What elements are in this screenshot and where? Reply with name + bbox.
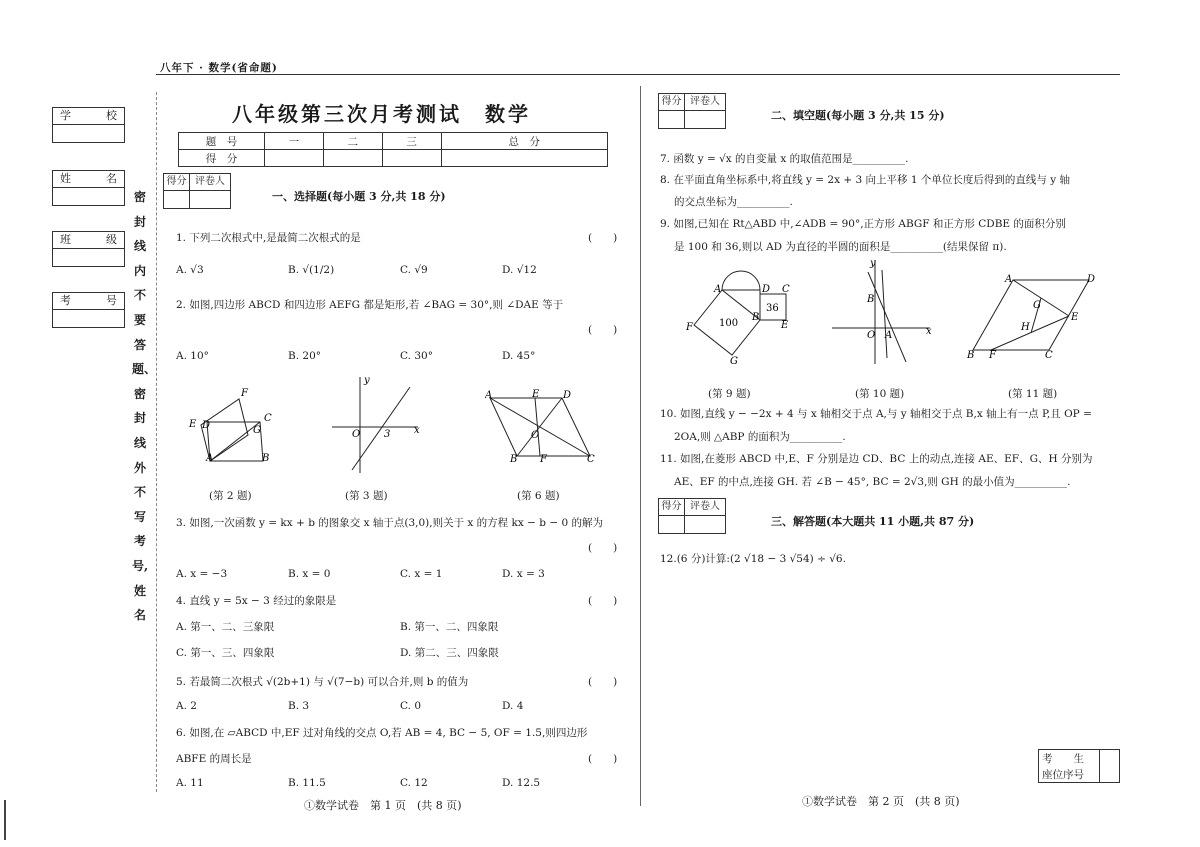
svg-text:y: y: [870, 258, 876, 269]
exam-number-field[interactable]: [52, 292, 125, 328]
q8-text-line2: 的交点坐标为__________.: [674, 196, 793, 208]
q11-text-line2: AE、EF 的中点,连接 GH. 若 ∠B − 45°, BC = 2√3,则 GH 的最小值为__________.: [674, 476, 1071, 488]
svg-text:100: 100: [719, 318, 739, 329]
name-field[interactable]: [52, 170, 125, 206]
score-head-label: 题 号: [179, 133, 265, 150]
svg-text:F: F: [241, 388, 248, 399]
q2-option-d[interactable]: D. 45°: [502, 350, 536, 362]
svg-text:B: B: [867, 294, 875, 305]
q3-option-c[interactable]: C. x = 1: [400, 568, 443, 580]
header-rule: [156, 74, 1120, 75]
q3-option-a[interactable]: A. x = −3: [176, 568, 228, 580]
svg-text:C: C: [587, 454, 595, 464]
grader-box-3[interactable]: [658, 498, 726, 534]
q6-option-b[interactable]: B. 11.5: [288, 777, 326, 789]
caption-q10: (第 10 题): [855, 388, 905, 400]
q7-text: 7. 函数 y = √x 的自变量 x 的取值范围是__________.: [660, 153, 909, 165]
name-label-1: 姓: [60, 172, 71, 185]
q5-text: 5. 若最简二次根式 √(2b+1) 与 √(7−b) 可以合并,则 b 的值为: [176, 676, 469, 688]
svg-text:G: G: [253, 425, 261, 436]
grader2-score-label: 得分: [659, 94, 685, 110]
class-label-1: 班: [60, 233, 71, 246]
svg-text:y: y: [364, 375, 370, 386]
score-head-total: 总 分: [441, 133, 607, 150]
svg-text:A: A: [206, 453, 214, 464]
seat-number-cell[interactable]: [1099, 750, 1120, 782]
edge-mark: [4, 800, 6, 840]
svg-text:A: A: [714, 284, 722, 295]
q5-option-a[interactable]: A. 2: [176, 700, 197, 712]
grader-name-label: 评卷人: [195, 176, 225, 187]
exam-title: 八年级第三次月考测试 数学: [232, 102, 531, 126]
grader2-name-label: 评卷人: [690, 96, 720, 107]
svg-text:B: B: [510, 454, 518, 464]
q2-text: 2. 如图,四边形 ABCD 和四边形 AEFG 都是矩形,若 ∠BAG = 30°,则 ∠DAE 等于: [176, 299, 564, 311]
svg-text:G: G: [1033, 300, 1041, 311]
q10-text: 10. 如图,直线 y − −2x + 4 与 x 轴相交于点 A,与 y 轴相交于点 B,x 轴上有一点 P,且 OP =: [660, 408, 1092, 420]
q1-option-a[interactable]: A. √3: [176, 264, 204, 276]
q5-option-c[interactable]: C. 0: [400, 700, 422, 712]
svg-text:E: E: [1071, 312, 1079, 323]
q6-option-c[interactable]: C. 12: [400, 777, 428, 789]
q8-text: 8. 在平面直角坐标系中,将直线 y = 2x + 3 向上平移 1 个单位长度后得到的直线与 y 轴: [660, 174, 1070, 186]
q5-answer-paren[interactable]: ( ): [588, 676, 618, 688]
footer-page-1: ①数学试卷 第 1 页 (共 8 页): [304, 799, 462, 812]
class-label-2: 级: [106, 233, 117, 246]
svg-text:D: D: [563, 390, 572, 401]
examno-label-1: 考: [60, 294, 71, 307]
score-head-1: 一: [265, 133, 324, 150]
examno-label-2: 号: [106, 294, 117, 307]
q10-text-line2: 2OA,则 △ABP 的面积为__________.: [674, 431, 846, 443]
seat-number-box[interactable]: [1038, 749, 1120, 783]
score-head-2: 二: [323, 133, 382, 150]
q1-option-b[interactable]: B. √(1/2): [288, 264, 335, 276]
q4-option-c[interactable]: C. 第一、三、四象限: [176, 647, 275, 659]
svg-text:D: D: [202, 420, 211, 431]
svg-text:F: F: [540, 454, 547, 464]
caption-q3: (第 3 题): [345, 490, 388, 502]
header-text: 八年下 · 数学(省命题): [160, 62, 278, 74]
q9-text: 9. 如图,已知在 Rt△ABD 中,∠ADB = 90°,正方形 ABGF 和正方形 CDBE 的面积分别: [660, 218, 1066, 230]
q5-option-d[interactable]: D. 4: [502, 700, 524, 712]
svg-text:C: C: [1045, 350, 1053, 361]
grader3-score-label: 得分: [659, 499, 685, 515]
grader3-name-label: 评卷人: [690, 501, 720, 512]
svg-text:O: O: [352, 429, 361, 440]
q3-answer-paren[interactable]: ( ): [588, 542, 618, 554]
figure-q6: [485, 388, 595, 464]
score-head-3: 三: [382, 133, 441, 150]
q2-answer-paren[interactable]: ( ): [588, 324, 618, 336]
page-divider: [640, 86, 641, 806]
figure-q11: [965, 272, 1095, 362]
q2-option-c[interactable]: C. 30°: [400, 350, 433, 362]
svg-text:E: E: [781, 320, 789, 331]
score-cell-3[interactable]: [382, 150, 441, 167]
q12-text: 12.(6 分)计算:(2 √18 − 3 √54) ÷ √6.: [660, 553, 846, 565]
q2-option-a[interactable]: A. 10°: [176, 350, 209, 362]
q9-text-line2: 是 100 和 36,则以 AD 为直径的半圆的面积是__________(结果保留 π).: [674, 241, 1007, 253]
svg-text:3: 3: [384, 429, 391, 440]
grader-box-2[interactable]: [658, 93, 726, 129]
q6-option-d[interactable]: D. 12.5: [502, 777, 541, 789]
svg-text:B: B: [262, 453, 270, 464]
footer-page-2: ①数学试卷 第 2 页 (共 8 页): [802, 795, 960, 808]
q4-option-d[interactable]: D. 第二、三、四象限: [400, 647, 499, 659]
q5-option-b[interactable]: B. 3: [288, 700, 310, 712]
svg-text:B: B: [967, 350, 975, 361]
q4-option-b[interactable]: B. 第一、二、四象限: [400, 621, 499, 633]
q3-option-b[interactable]: B. x = 0: [288, 568, 331, 580]
svg-text:x: x: [414, 425, 420, 436]
svg-text:H: H: [1021, 322, 1030, 333]
school-field[interactable]: [52, 107, 125, 143]
svg-text:D: D: [1087, 274, 1095, 285]
svg-text:D: D: [762, 284, 771, 295]
svg-text:F: F: [989, 350, 996, 361]
section2-heading: 二、填空题(每小题 3 分,共 15 分): [771, 109, 945, 122]
q6-answer-paren[interactable]: ( ): [588, 753, 618, 765]
q1-option-c[interactable]: C. √9: [400, 264, 428, 276]
school-label-1: 学: [60, 109, 71, 122]
binding-line: [156, 92, 157, 792]
q4-option-a[interactable]: A. 第一、二、三象限: [176, 621, 275, 633]
grader-score-label: 得分: [164, 174, 190, 190]
caption-q6: (第 6 题): [517, 490, 560, 502]
class-field[interactable]: [52, 231, 125, 267]
school-label-2: 校: [106, 109, 117, 122]
seal-line-text: 密封线内不要答题、密封线外不写考号,姓名: [132, 190, 157, 623]
svg-text:O: O: [531, 430, 540, 441]
score-cell-2[interactable]: [323, 150, 382, 167]
svg-text:C: C: [782, 284, 790, 295]
section3-heading: 三、解答题(本大题共 11 小题,共 87 分): [771, 515, 975, 528]
q4-text: 4. 直线 y = 5x − 3 经过的象限是: [176, 595, 337, 607]
svg-text:O: O: [867, 330, 876, 341]
name-label-2: 名: [106, 172, 117, 185]
q4-answer-paren[interactable]: ( ): [588, 595, 618, 607]
svg-text:F: F: [686, 322, 693, 333]
caption-q9: (第 9 题): [708, 388, 751, 400]
svg-text:A: A: [885, 330, 893, 341]
section1-heading: 一、选择题(每小题 3 分,共 18 分): [272, 190, 446, 203]
q6-option-a[interactable]: A. 11: [176, 777, 204, 789]
svg-text:36: 36: [766, 303, 779, 314]
svg-text:E: E: [532, 389, 540, 400]
q3-text: 3. 如图,一次函数 y = kx + b 的图象交 x 轴于点(3,0),则关于 x 的方程 kx − b − 0 的解为: [176, 517, 603, 529]
caption-q2: (第 2 题): [209, 490, 252, 502]
score-cell-total[interactable]: [441, 150, 607, 167]
score-cell-1[interactable]: [265, 150, 324, 167]
q1-text: 1. 下列二次根式中,是最简二次根式的是: [176, 232, 361, 244]
svg-text:A: A: [485, 390, 493, 401]
score-row-label: 得 分: [179, 150, 265, 167]
q2-option-b[interactable]: B. 20°: [288, 350, 322, 362]
svg-text:x: x: [926, 326, 932, 337]
q11-text: 11. 如图,在菱形 ABCD 中,E、F 分别是边 CD、BC 上的动点,连接 AE、EF、G、H 分别为: [660, 453, 1093, 465]
grader-box-1[interactable]: [163, 173, 231, 209]
q1-answer-paren[interactable]: ( ): [588, 232, 618, 244]
q6-text: 6. 如图,在 ▱ABCD 中,EF 过对角线的交点 O,若 AB = 4, BC − 5, OF = 1.5,则四边形: [176, 727, 588, 739]
figure-q9: [686, 270, 796, 365]
svg-text:G: G: [730, 356, 738, 365]
seat-label-1: 考 生: [1042, 753, 1084, 765]
q3-option-d[interactable]: D. x = 3: [502, 568, 545, 580]
figure-q10: [830, 258, 932, 366]
svg-text:E: E: [189, 419, 197, 430]
figure-q3: [330, 375, 420, 475]
seat-label-2: 座位序号: [1042, 769, 1084, 781]
caption-q11: (第 11 题): [1008, 388, 1058, 400]
score-table: [178, 132, 608, 167]
svg-text:C: C: [264, 413, 272, 424]
q6-text-line2: ABFE 的周长是: [176, 753, 252, 765]
svg-text:A: A: [1005, 274, 1013, 285]
svg-text:B: B: [752, 312, 760, 323]
q1-option-d[interactable]: D. √12: [502, 264, 537, 276]
figure-q2: [186, 385, 276, 465]
